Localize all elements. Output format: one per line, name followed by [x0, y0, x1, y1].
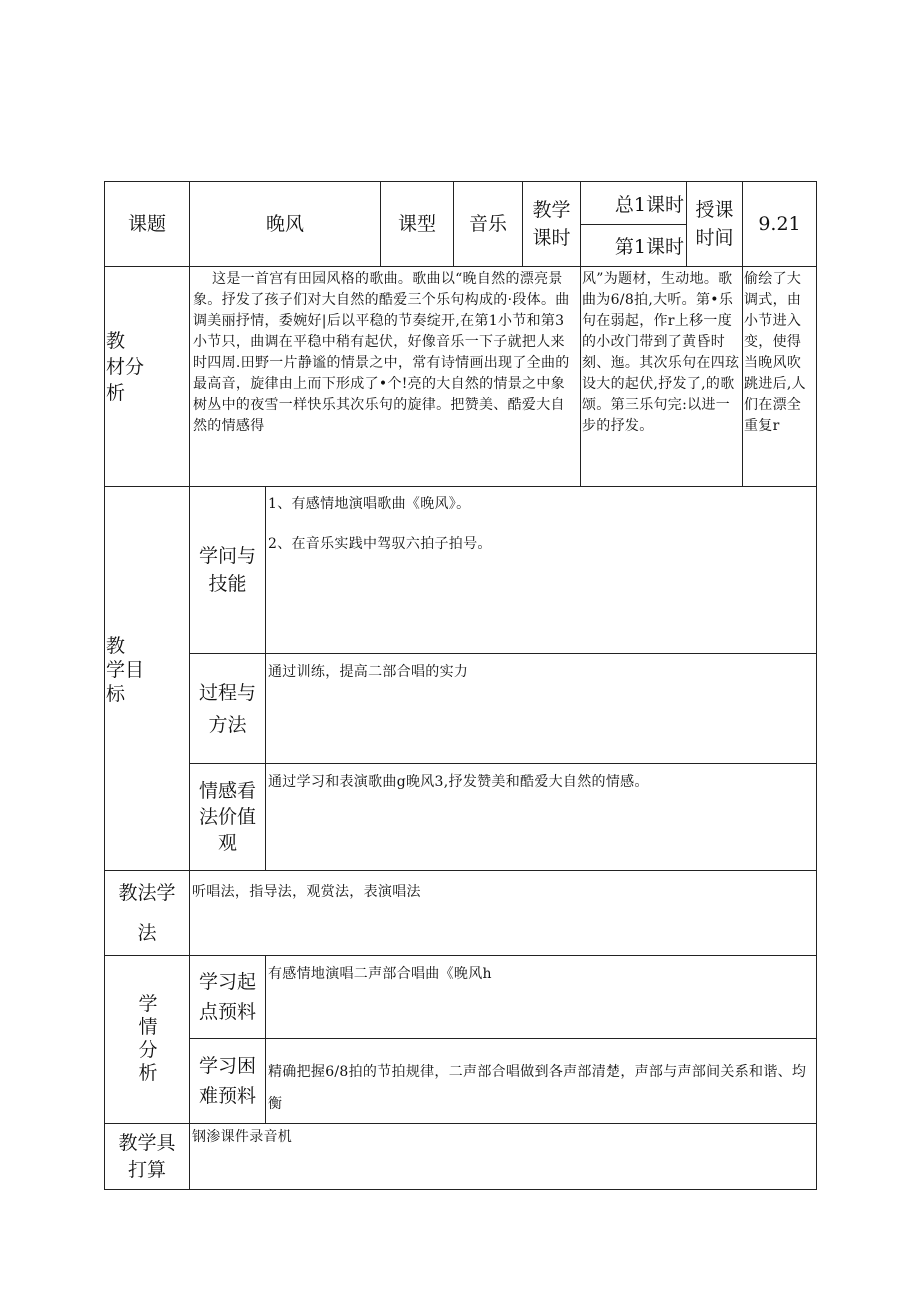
row-line: [580, 224, 686, 225]
type-value: 音乐: [468, 213, 507, 235]
time-value: 9.21: [758, 213, 801, 235]
knowledge-item-1: 1、有感情地演唱歌曲《晚风》。: [268, 496, 471, 512]
analysis-text-col3: 偷绘了大调式，由小节进入变，使得当晚风吹跳进后,人们在漂全重复r: [744, 271, 806, 434]
difficulty-text: 精确把握6/8拍的节拍规律，二声部合唱做到各声部清楚，声部与声部间关系和谐、均衡: [268, 1064, 807, 1112]
current-hours: 第1课时: [614, 236, 684, 258]
tools-label: 教学具 打算: [118, 1131, 176, 1181]
col-line: [265, 955, 266, 1124]
start-label: 学习起 点预料: [198, 971, 256, 1023]
knowledge-item-2: 2、在音乐实践中驾驭六拍子拍号。: [268, 536, 492, 552]
hours-label: 教学 课时: [532, 199, 571, 249]
methods-label: 教法学 法: [118, 882, 176, 944]
col-line: [580, 181, 581, 487]
tools-text: 钢渗课件录音机: [192, 1129, 293, 1145]
goals-label: 教 学目 标: [106, 635, 145, 705]
process-label: 过程与 方法: [198, 681, 256, 736]
start-text: 有感情地演唱二声部合唱曲《晚风h: [268, 966, 492, 982]
analysis-label: 教 材分 析: [106, 330, 145, 404]
emotion-label: 情感看 法价值 观: [198, 780, 256, 854]
row-line: [104, 1123, 817, 1124]
col-line: [265, 486, 266, 871]
difficulty-label: 学习困 难预料: [198, 1055, 256, 1107]
row-line: [104, 870, 817, 871]
analysis-text-col2: 风”为题材，生动地。歌曲为6/8拍,大听。第•乐句在弱起，作r上移一度的小改门带到了黄昏时刻、迤。其次乐句在四玹设大的起伏,抒发了,的歌颂。第三乐句完:以进一步的抒发。: [582, 271, 740, 434]
student-label: 学 情 分 析: [138, 993, 158, 1084]
row-line: [189, 653, 817, 654]
methods-text: 听唱法，指导法，观赏法，表演唱法: [192, 884, 421, 900]
type-label: 课型: [397, 213, 436, 235]
row-line: [104, 266, 817, 267]
row-line: [189, 1038, 817, 1039]
topic-label: 课题: [127, 213, 166, 235]
total-hours: 总1课时: [614, 193, 684, 216]
table-border-bottom: [104, 1189, 817, 1190]
process-text: 通过训练，提高二部合唱的实力: [268, 664, 469, 680]
emotion-text: 通过学习和表演歌曲g晚风3,抒发赞美和酷爱大自然的情感。: [268, 774, 649, 790]
knowledge-label: 学问与 技能: [198, 545, 256, 595]
time-label: 授课 时间: [695, 199, 734, 249]
row-line: [189, 763, 817, 764]
table-border-left: [104, 181, 105, 1190]
topic-value: 晚风: [265, 213, 304, 235]
analysis-text-col1: 这是一首宫有田园风格的歌曲。歌曲以“晚自然的漂亮景象。抒发了孩子们对大自然的酷爱三个乐句构成的·段体。曲调美丽抒情，委婉好|后以平稳的节奏绽开,在第1小节和第3小节只，曲调在平稳中稍有起伏，好像音乐一下子就把人来时四周.田野一片静谧的情景之中，常有诗情画出现了全曲的最高音，旋律由上而下形成了•个!亮的大自然的情景之中象树丛中的夜雪一样快乐其次乐句的旋律。把赞美、酷爱大自然的情感得: [193, 271, 570, 434]
